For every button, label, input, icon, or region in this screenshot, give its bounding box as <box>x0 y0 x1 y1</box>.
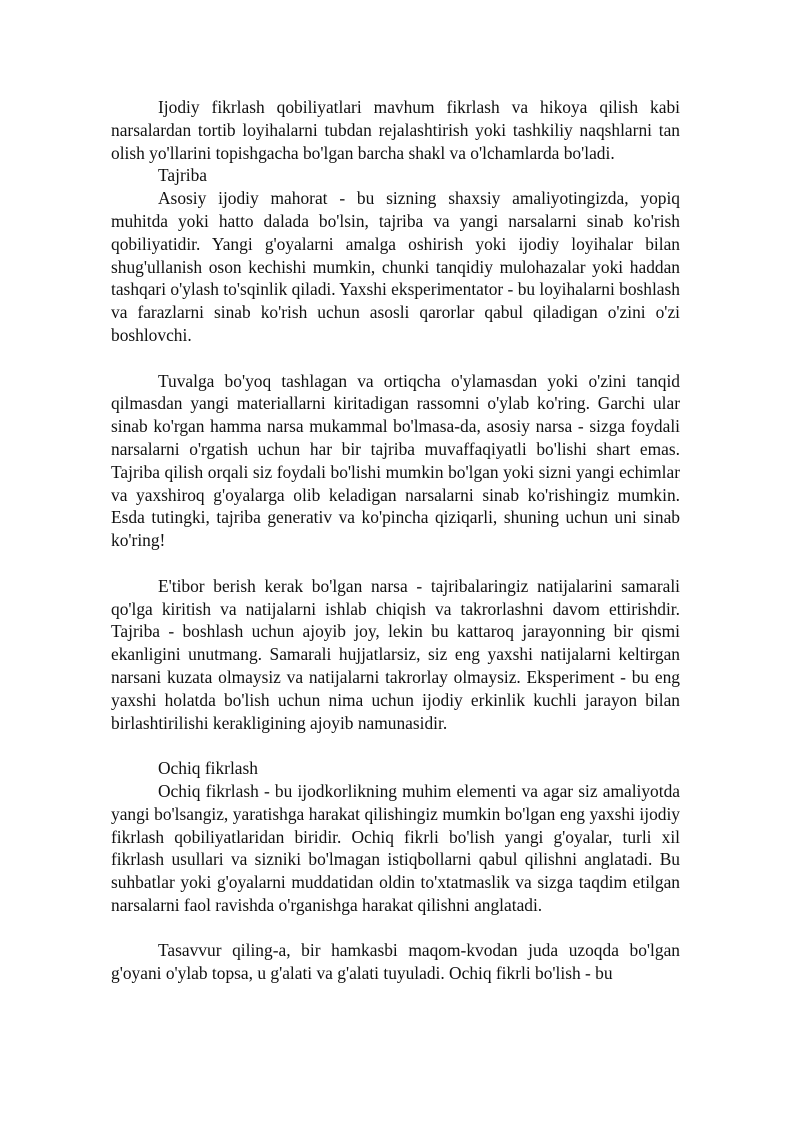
paragraph-tajriba-1: Asosiy ijodiy mahorat - bu sizning shaxsiy amaliyotingizda, yopiq muhitda yoki hatto dalada bo'lsin, tajriba va yangi narsalarni sinab ko'rish qobiliyatidir. Yangi g'oyalarni amalga oshirish yoki ijodiy loyihalar bilan shug'ullanish oson kechishi mumkin, chunki tanqidiy mulohazalar yoki haddan tashqari o'ylash to'sqinlik qiladi. Yaxshi eksperimentator - bu loyihalarni boshlash va farazlarni sinab ko'rish uchun asosli qarorlar qabul qiladigan o'zini o'zi boshlovchi. <box>111 188 680 345</box>
paragraph-tajriba-3: E'tibor berish kerak bo'lgan narsa - tajribalaringiz natijalarini samarali qo'lga kiritish va natijalarni ishlab chiqish va takrorlashni davom ettirishdir. Tajriba - boshlash uchun ajoyib joy, lekin bu kattaroq jarayonning bir qismi ekanligini unutmang. Samarali hujjatlarsiz, siz eng yaxshi natijalarni keltirgan narsani kuzata olmaysiz va natijalarni takrorlay olmaysiz. Eksperiment - bu eng yaxshi holatda bo'lish uchun nima uchun ijodiy erkinlik kuchli jarayon bilan birlashtirilishi kerakligining ajoyib namunasidir. <box>111 575 680 733</box>
document-body <box>111 96 680 985</box>
section-heading-ochiq-fikrlash: Ochiq fikrlash <box>158 758 258 779</box>
paragraph-spacer <box>111 347 680 370</box>
section-heading-tajriba: Tajriba <box>158 165 207 186</box>
paragraph-spacer <box>111 917 680 940</box>
paragraph-ochiq-fikrlash-2: Tasavvur qiling-a, bir hamkasbi maqom-kvodan juda uzoqda bo'lgan g'oyani o'ylab topsa, u g'alati va g'alati tuyuladi. Ochiq fikrli bo'lish - bu <box>111 940 680 984</box>
paragraph-intro: Ijodiy fikrlash qobiliyatlari mavhum fikrlash va hikoya qilish kabi narsalardan tortib loyihalarni tubdan rejalashtirish yoki tashkiliy naqshlarni tan olish yo'llarini topishgacha bo'lgan barcha shakl va o'lchamlarda bo'ladi. <box>111 97 680 163</box>
paragraph-spacer <box>111 734 680 757</box>
paragraph-ochiq-fikrlash-1: Ochiq fikrlash - bu ijodkorlikning muhim elementi va agar siz amaliyotda yangi bo'lsangiz, yaratishga harakat qilishingiz mumkin bo'lgan eng yaxshi ijodiy fikrlash qobiliyatlaridan biridir. Ochiq fikrli bo'lish yangi g'oyalar, turli xil fikrlash usullari va sizniki bo'lmagan istiqbollarni qabul qilishni anglatadi. Bu suhbatlar yoki g'oyalarni muddatidan oldin to'xtatmaslik va sizga taqdim etilgan narsalarni faol ravishda o'rganishga harakat qilishni anglatadi. <box>111 780 680 915</box>
paragraph-tajriba-2: Tuvalga bo'yoq tashlagan va ortiqcha o'ylamasdan yoki o'zini tanqid qilmasdan yangi materiallarni kiritadigan rassomni o'ylab ko'ring. Garchi ular sinab ko'rgan hamma narsa mukammal bo'lmasa-da, asosiy narsa - sizga foydali narsalarni o'rgatish uchun har bir tajriba muvaffaqiyatli bo'lishi shart emas. Tajriba qilish orqali siz foydali bo'lishi mumkin bo'lgan yoki sizni yangi echimlar va yaxshiroq g'oyalarga olib keladigan narsalarni sinab ko'rishingiz mumkin. Esda tutingki, tajriba generativ va ko'pincha qiziqarli, shuning uchun uni sinab ko'ring! <box>111 370 680 551</box>
paragraph-spacer <box>111 552 680 575</box>
